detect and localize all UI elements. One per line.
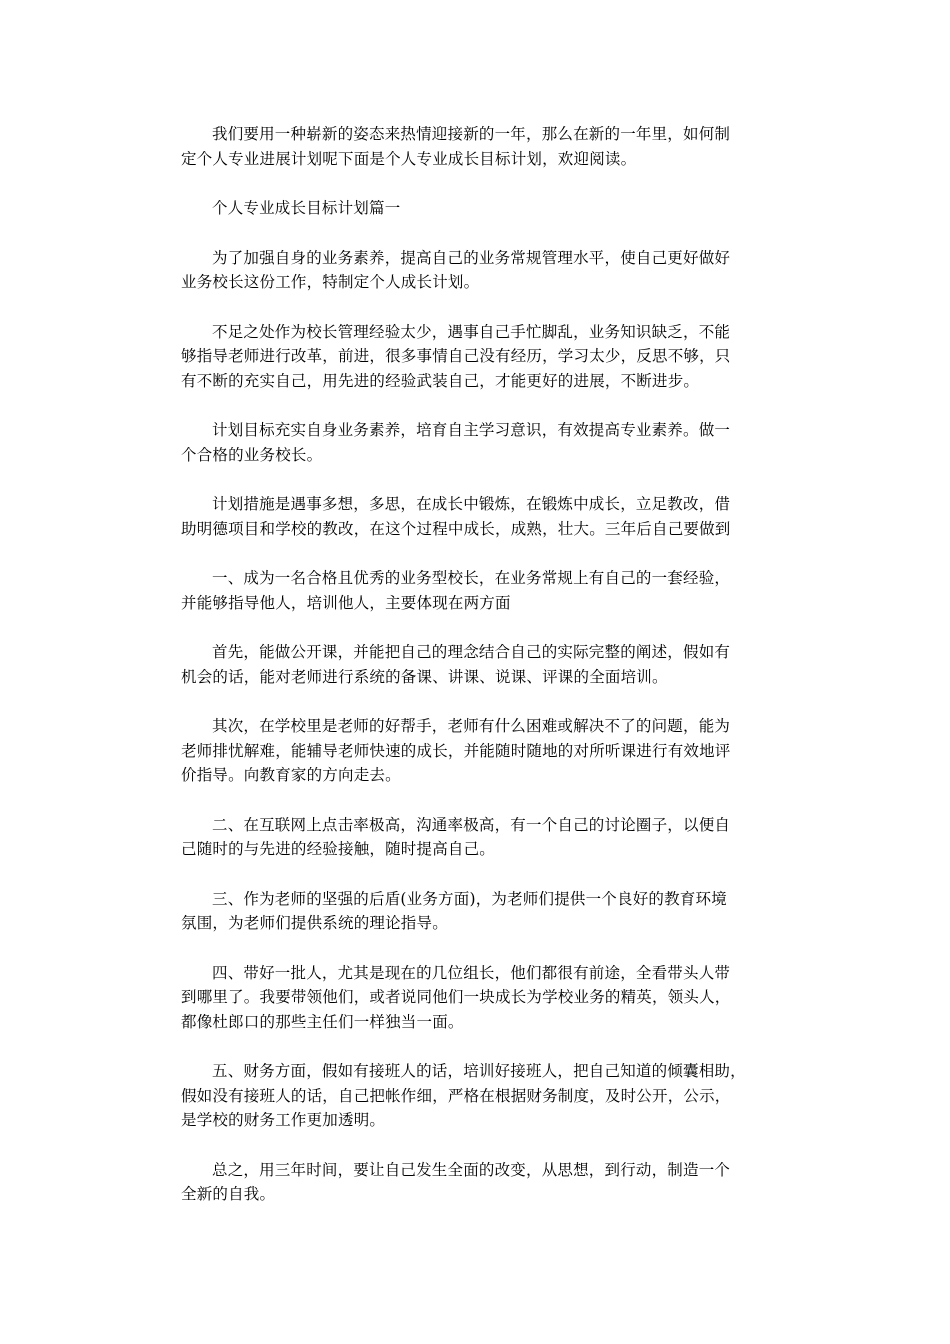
text-line: 一、成为一名合格且优秀的业务型校长，在业务常规上有自己的一套经验， bbox=[212, 569, 731, 587]
text-line: 不足之处作为校长管理经验太少，遇事自己手忙脚乱，业务知识缺乏，不能 bbox=[212, 322, 731, 341]
text-line: 并能够指导他人，培训他人，主要体现在两方面 bbox=[181, 593, 511, 612]
text-line: 二、在互联网上点击率极高，沟通率极高，有一个自己的讨论圈子，以便自 bbox=[212, 815, 731, 834]
paragraph-purpose bbox=[181, 246, 781, 295]
paragraph-item-3 bbox=[181, 887, 781, 936]
paragraph-shortcomings bbox=[181, 320, 781, 394]
paragraph-item-2 bbox=[181, 813, 781, 862]
text-line: 有不断的充实自己，用先进的经验武装自己，才能更好的进展，不断进步。 bbox=[181, 371, 700, 390]
text-line: 计划目标充实自身业务素养，培育自主学习意识，有效提高专业素养。做一 bbox=[212, 421, 731, 439]
text-line: 都像杜郎口的那些主任们一样独当一面。 bbox=[181, 1012, 464, 1031]
text-line: 业务校长这份工作，特制定个人成长计划。 bbox=[181, 273, 480, 291]
text-line: 个人专业成长目标计划篇一 bbox=[212, 199, 401, 217]
text-line: 是学校的财务工作更加透明。 bbox=[181, 1111, 386, 1129]
text-line: 机会的话，能对老师进行系统的备课、讲课、说课、评课的全面培训。 bbox=[181, 667, 668, 686]
text-line: 价指导。向教育家的方向走去。 bbox=[181, 766, 401, 784]
paragraph-measures bbox=[181, 492, 781, 541]
text-line: 四、带好一批人，尤其是现在的几位组长，他们都很有前途，全看带头人带 bbox=[212, 963, 731, 982]
text-line: 假如没有接班人的话，自己把帐作细，严格在根据财务制度，及时公开，公示， bbox=[181, 1086, 731, 1105]
paragraph-second bbox=[181, 714, 781, 788]
text-line: 己随时的与先进的经验接触，随时提高自己。 bbox=[181, 840, 496, 858]
text-line: 定个人专业进展计划呢下面是个人专业成长目标计划，欢迎阅读。 bbox=[181, 149, 637, 168]
text-line: 到哪里了。我要带领他们，或者说同他们一块成长为学校业务的精英，领头人， bbox=[181, 988, 731, 1006]
text-line: 够指导老师进行改革，前进，很多事情自己没有经历，学习太少，反思不够，只 bbox=[181, 347, 731, 365]
text-line: 三、作为老师的坚强的后盾(业务方面)，为老师们提供一个良好的教育环境 bbox=[212, 889, 727, 908]
paragraph-intro bbox=[181, 122, 781, 171]
text-line: 总之，用三年时间，要让自己发生全面的改变，从思想，到行动，制造一个 bbox=[212, 1160, 731, 1179]
text-line: 氛围，为老师们提供系统的理论指导。 bbox=[181, 914, 448, 932]
text-line: 五、财务方面，假如有接班人的话，培训好接班人，把自己知道的倾囊相助， bbox=[212, 1062, 746, 1080]
paragraph-first bbox=[181, 640, 781, 689]
paragraph-item-1 bbox=[181, 566, 781, 615]
document-body bbox=[181, 122, 781, 1232]
text-line: 全新的自我。 bbox=[181, 1185, 276, 1203]
text-line: 个合格的业务校长。 bbox=[181, 445, 323, 464]
text-line: 我们要用一种崭新的姿态来热情迎接新的一年，那么在新的一年里，如何制 bbox=[212, 125, 731, 143]
text-line: 为了加强自身的业务素养，提高自己的业务常规管理水平，使自己更好做好 bbox=[212, 248, 731, 267]
paragraph-conclusion bbox=[181, 1158, 781, 1207]
text-line: 首先，能做公开课，并能把自己的理念结合自己的实际完整的阐述，假如有 bbox=[212, 643, 731, 661]
section-heading bbox=[181, 196, 781, 221]
paragraph-item-4 bbox=[181, 961, 781, 1035]
text-line: 助明德项目和学校的教改，在这个过程中成长，成熟，壮大。三年后自己要做到 bbox=[181, 519, 731, 538]
text-line: 计划措施是遇事多想，多思，在成长中锻炼，在锻炼中成长，立足教改，借 bbox=[212, 495, 731, 513]
text-line: 老师排忧解难，能辅导老师快速的成长，并能随时随地的对所听课进行有效地评 bbox=[181, 741, 731, 760]
paragraph-item-5 bbox=[181, 1059, 781, 1133]
text-line: 其次，在学校里是老师的好帮手，老师有什么困难或解决不了的问题，能为 bbox=[212, 717, 731, 735]
paragraph-goal bbox=[181, 418, 781, 467]
